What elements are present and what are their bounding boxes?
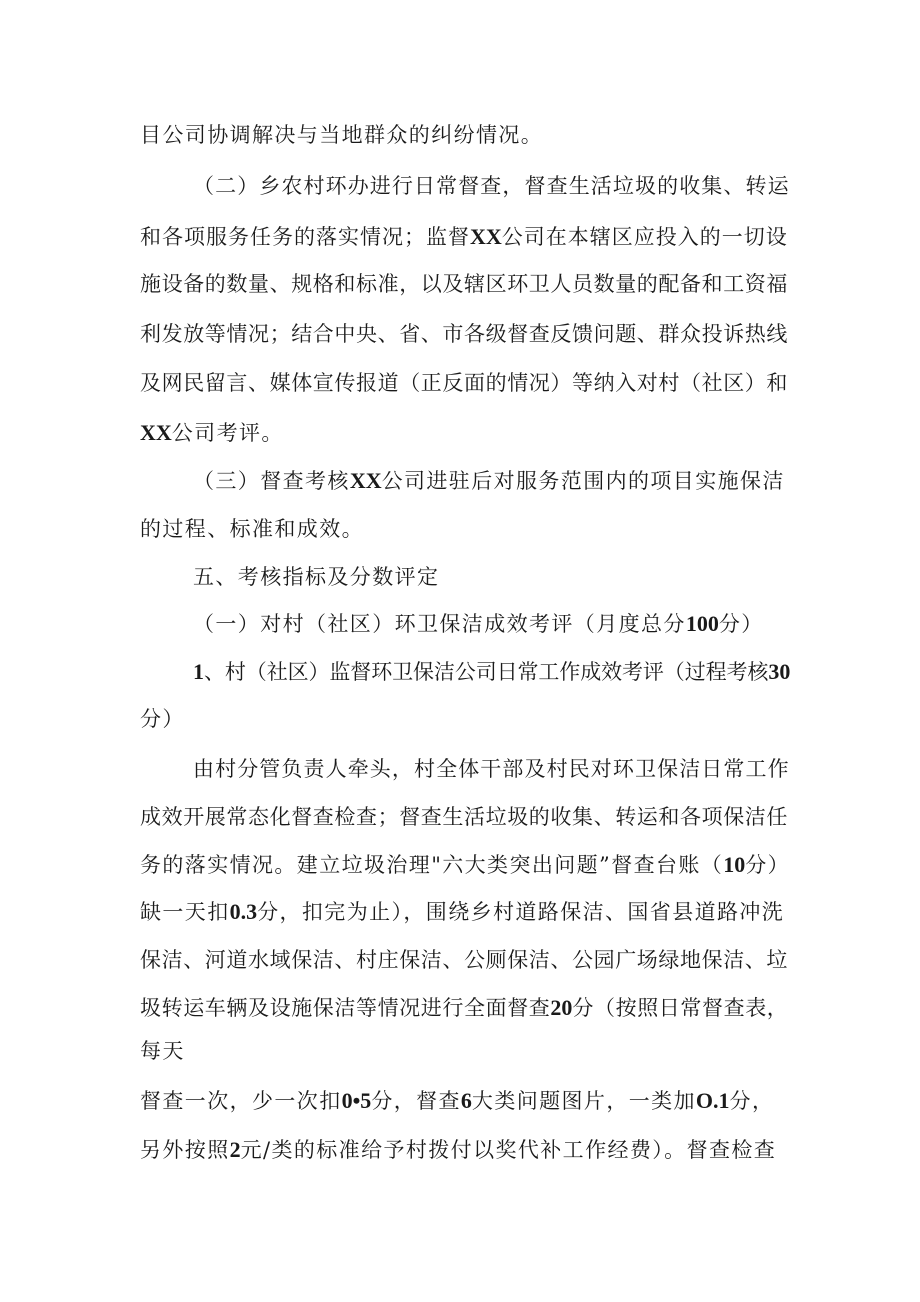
text-line (140, 270, 788, 298)
text-run: 成效开展常态化督查检查；督查生活垃圾的收集、转运和各项保洁任 (140, 805, 788, 829)
text-run: 大类问题图片，一类加 (471, 1089, 696, 1113)
text-run-bold: 10 (723, 852, 746, 877)
text-line (140, 320, 788, 348)
text-line (193, 658, 790, 686)
text-run: 公司在本辖区应投入的一切设 (501, 225, 788, 249)
text-run-bold: XX (470, 224, 502, 249)
text-line (140, 803, 788, 831)
text-run: 、村（社区）监督环卫保洁公司日常工作成效考评（过程考核 (204, 660, 769, 684)
text-run-bold: 100 (685, 611, 719, 636)
text-run: 公司考评。 (171, 421, 284, 445)
text-line (193, 172, 790, 200)
subsection-heading (193, 610, 764, 638)
text-line (140, 121, 543, 149)
text-run: 保洁、河道水域保洁、村庄保洁、公厕保洁、公园广场绿地保洁、垃 (140, 948, 788, 972)
text-line (140, 1136, 776, 1164)
text-run: 及网民留言、媒体宣传报道（正反面的情况）等纳入对村（社区）和 (140, 371, 788, 395)
text-run-bold: 20 (550, 995, 573, 1020)
text-run: 分） (140, 707, 185, 731)
text-run: 分） (745, 853, 791, 877)
text-run-bold: 30 (768, 659, 791, 684)
text-run-bold: O.1 (695, 1088, 730, 1113)
text-run: 分（按照日常督查表， (572, 996, 789, 1020)
text-run: 分，扣完为止），围绕乡村道路保洁、国省县道路冲洗 (257, 900, 785, 924)
text-run: 施设备的数量、规格和标准，以及辖区环卫人员数量的配备和工资福 (140, 272, 788, 296)
text-run: 公司进驻后对服务范围内的项目实施保洁 (381, 469, 785, 493)
text-run: 督查一次，少一次扣 (140, 1089, 342, 1113)
text-line (140, 369, 788, 397)
text-line (140, 419, 284, 447)
text-line (140, 223, 788, 251)
text-line (140, 515, 364, 543)
text-run: 另外按照 (140, 1138, 230, 1162)
section-heading (193, 563, 439, 591)
text-run-bold: 6 (460, 1088, 472, 1113)
text-line (193, 467, 785, 495)
text-run: 圾转运车辆及设施保洁等情况进行全面督查 (140, 996, 551, 1020)
text-run-bold: 0•5 (341, 1088, 372, 1113)
text-line (140, 946, 788, 974)
text-line (140, 851, 790, 879)
text-line (140, 1087, 774, 1115)
text-run-bold: 0.3 (229, 899, 258, 924)
text-run: 每天 (140, 1039, 185, 1063)
text-run: （三）督查考核 (193, 469, 350, 493)
text-run: 五、考核指标及分数评定 (193, 565, 440, 589)
text-run: 和各项服务任务的落实情况；监督 (140, 225, 470, 249)
text-run-bold: 1 (193, 659, 204, 684)
text-line (140, 994, 788, 1022)
text-run: （一）对村（社区）环卫保洁成效考评（月度总分 (193, 612, 686, 636)
text-run: 的过程、标准和成效。 (140, 517, 364, 541)
text-run: 务的落实情况。建立垃圾治理"六大类突出问题”督查台账（ (140, 853, 724, 877)
text-line (140, 705, 185, 733)
text-run-bold: XX (140, 420, 172, 445)
text-run: 元/类的标准给予村拨付以奖代补工作经费）。督查检查 (240, 1138, 777, 1162)
text-line (140, 898, 784, 926)
text-run: （二）乡农村环办进行日常督查，督查生活垃圾的收集、转运 (193, 174, 790, 198)
text-run-bold: 2 (229, 1137, 241, 1162)
text-run: 由村分管负责人牵头，村全体干部及村民对环卫保洁日常工作 (193, 757, 790, 781)
text-run: 分） (718, 612, 764, 636)
text-run: 分，督查 (371, 1089, 461, 1113)
text-line (140, 1037, 185, 1065)
text-line (193, 755, 790, 783)
text-run-bold: XX (349, 468, 382, 493)
text-run: 目公司协调解决与当地群众的纠纷情况。 (140, 123, 544, 147)
text-run: 缺一天扣 (140, 900, 230, 924)
text-run: 利发放等情况；结合中央、省、市各级督查反馈问题、群众投诉热线 (140, 322, 788, 346)
text-run: 分， (729, 1089, 775, 1113)
